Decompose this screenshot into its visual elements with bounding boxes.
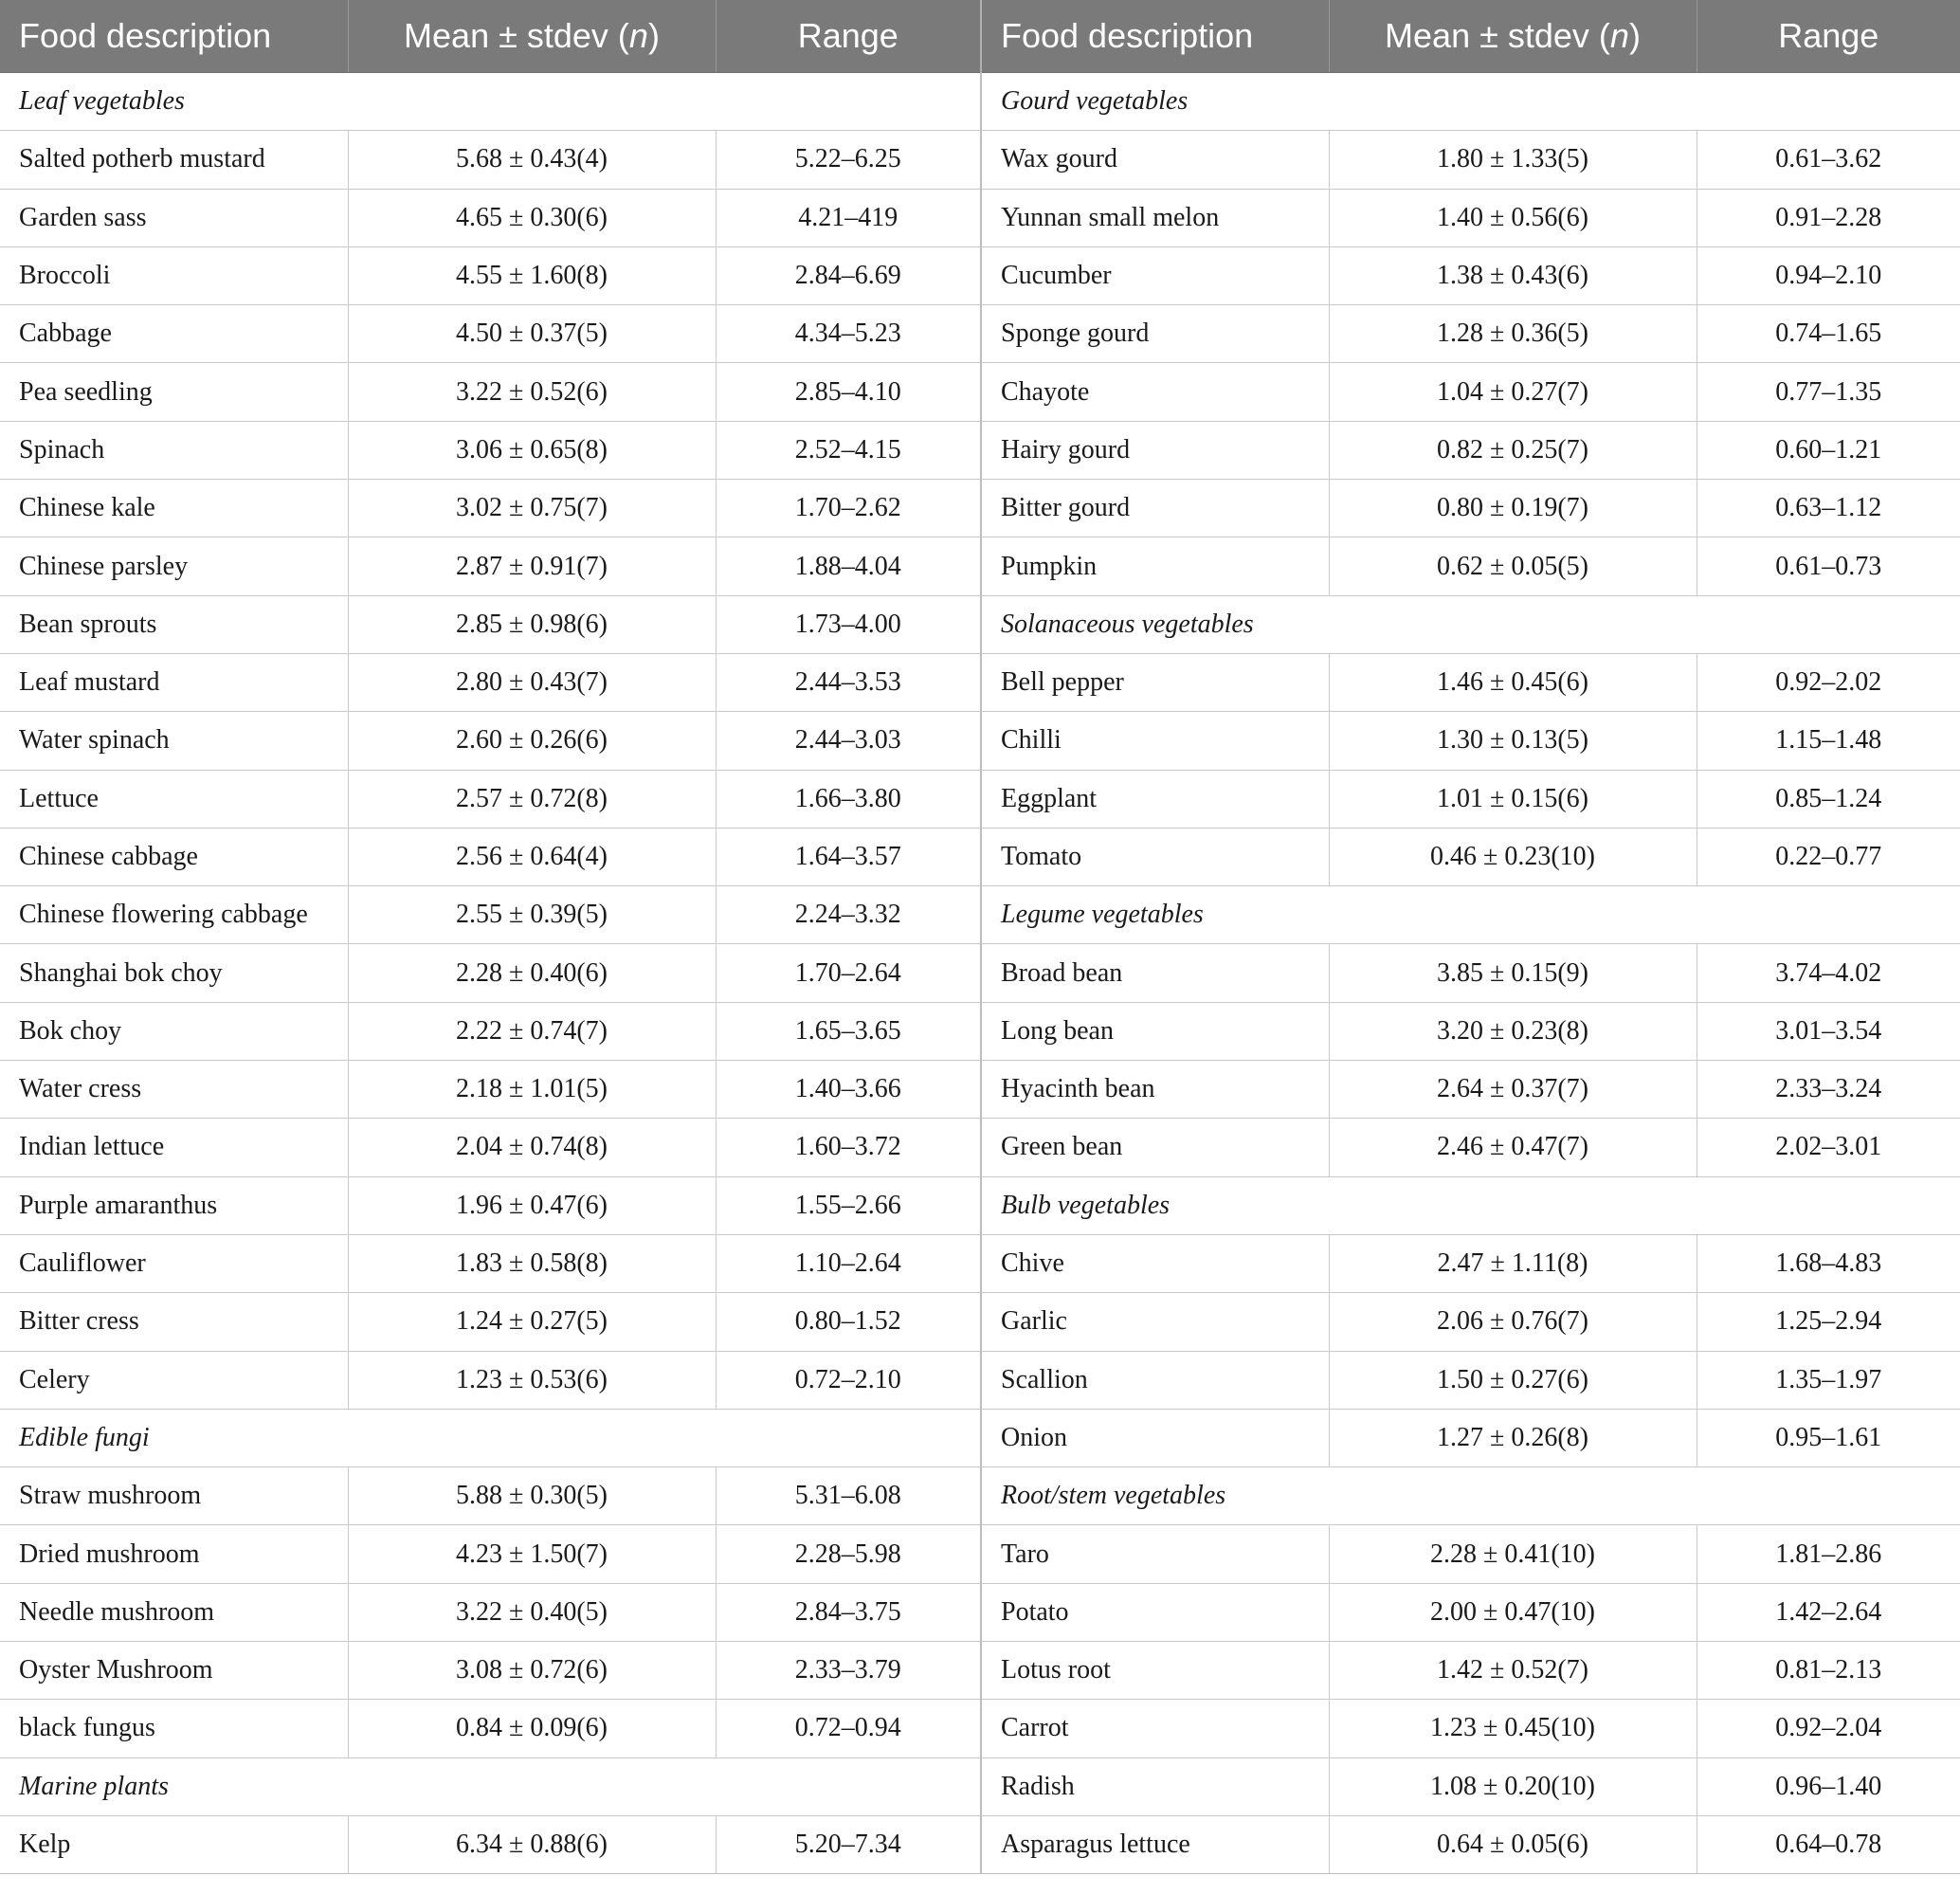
food-description-cell: Chinese flowering cabbage	[0, 886, 348, 944]
mean-stdev-cell: 5.88 ± 0.30(5)	[348, 1467, 716, 1525]
header-n-italic: n	[628, 16, 648, 55]
header-range-right: Range	[1697, 0, 1960, 73]
food-description-cell: Asparagus lettuce	[981, 1815, 1329, 1873]
food-description-cell: Bitter gourd	[981, 480, 1329, 537]
mean-stdev-cell: 3.22 ± 0.40(5)	[348, 1583, 716, 1641]
table-row	[0, 131, 1960, 189]
range-cell: 2.33–3.24	[1697, 1061, 1960, 1119]
food-description-cell: Tomato	[981, 828, 1329, 885]
food-description-cell: Leaf mustard	[0, 653, 348, 711]
mean-stdev-cell: 1.50 ± 0.27(6)	[1329, 1351, 1697, 1409]
mean-stdev-cell: 1.23 ± 0.53(6)	[348, 1351, 716, 1409]
category-heading: Solanaceous vegetables	[981, 595, 1960, 653]
header-food-description-left: Food description	[0, 0, 348, 73]
mean-stdev-cell: 2.85 ± 0.98(6)	[348, 595, 716, 653]
food-description-cell: black fungus	[0, 1700, 348, 1757]
range-cell: 0.92–2.02	[1697, 653, 1960, 711]
range-cell: 0.60–1.21	[1697, 421, 1960, 479]
food-description-cell: Straw mushroom	[0, 1467, 348, 1525]
mean-stdev-cell: 3.06 ± 0.65(8)	[348, 421, 716, 479]
food-description-cell: Shanghai bok choy	[0, 944, 348, 1002]
category-heading: Root/stem vegetables	[981, 1467, 1960, 1525]
food-description-cell: Lotus root	[981, 1642, 1329, 1700]
table-row	[0, 1700, 1960, 1757]
table-row	[0, 1815, 1960, 1873]
range-cell: 1.70–2.64	[716, 944, 981, 1002]
mean-stdev-cell: 1.42 ± 0.52(7)	[1329, 1642, 1697, 1700]
range-cell: 0.61–3.62	[1697, 131, 1960, 189]
table-row	[0, 595, 1960, 653]
table-header	[0, 0, 1960, 73]
food-description-cell: Bok choy	[0, 1002, 348, 1060]
food-description-cell: Garden sass	[0, 189, 348, 246]
mean-stdev-cell: 3.20 ± 0.23(8)	[1329, 1002, 1697, 1060]
mean-stdev-cell: 2.57 ± 0.72(8)	[348, 770, 716, 828]
table-row	[0, 73, 1960, 131]
mean-stdev-cell: 2.04 ± 0.74(8)	[348, 1119, 716, 1176]
header-mean-close: )	[1628, 16, 1641, 55]
mean-stdev-cell: 1.46 ± 0.45(6)	[1329, 653, 1697, 711]
header-mean-text: Mean ± stdev (	[1385, 16, 1610, 55]
range-cell: 5.20–7.34	[716, 1815, 981, 1873]
mean-stdev-cell: 0.64 ± 0.05(6)	[1329, 1815, 1697, 1873]
table-row	[0, 1293, 1960, 1351]
table-row	[0, 712, 1960, 770]
range-cell: 1.35–1.97	[1697, 1351, 1960, 1409]
table-row	[0, 770, 1960, 828]
mean-stdev-cell: 6.34 ± 0.88(6)	[348, 1815, 716, 1873]
range-cell: 2.33–3.79	[716, 1642, 981, 1700]
table-row	[0, 828, 1960, 885]
header-mean-stdev-right	[1329, 0, 1697, 73]
mean-stdev-cell: 3.85 ± 0.15(9)	[1329, 944, 1697, 1002]
mean-stdev-cell: 4.65 ± 0.30(6)	[348, 189, 716, 246]
food-description-cell: Carrot	[981, 1700, 1329, 1757]
food-description-cell: Cabbage	[0, 305, 348, 363]
range-cell: 2.28–5.98	[716, 1525, 981, 1583]
range-cell: 1.10–2.64	[716, 1234, 981, 1292]
food-description-cell: Cauliflower	[0, 1234, 348, 1292]
mean-stdev-cell: 2.18 ± 1.01(5)	[348, 1061, 716, 1119]
food-description-cell: Yunnan small melon	[981, 189, 1329, 246]
table-row	[0, 1119, 1960, 1176]
food-description-cell: Kelp	[0, 1815, 348, 1873]
table-row	[0, 305, 1960, 363]
mean-stdev-cell: 5.68 ± 0.43(4)	[348, 131, 716, 189]
mean-stdev-cell: 1.28 ± 0.36(5)	[1329, 305, 1697, 363]
range-cell: 0.77–1.35	[1697, 363, 1960, 421]
table-row	[0, 537, 1960, 595]
mean-stdev-cell: 1.23 ± 0.45(10)	[1329, 1700, 1697, 1757]
range-cell: 1.15–1.48	[1697, 712, 1960, 770]
mean-stdev-cell: 2.80 ± 0.43(7)	[348, 653, 716, 711]
mean-stdev-cell: 3.02 ± 0.75(7)	[348, 480, 716, 537]
food-description-cell: Salted potherb mustard	[0, 131, 348, 189]
mean-stdev-cell: 1.24 ± 0.27(5)	[348, 1293, 716, 1351]
range-cell: 1.81–2.86	[1697, 1525, 1960, 1583]
header-mean-text: Mean ± stdev (	[404, 16, 629, 55]
range-cell: 1.25–2.94	[1697, 1293, 1960, 1351]
mean-stdev-cell: 2.55 ± 0.39(5)	[348, 886, 716, 944]
range-cell: 3.74–4.02	[1697, 944, 1960, 1002]
range-cell: 2.52–4.15	[716, 421, 981, 479]
food-description-cell: Chinese parsley	[0, 537, 348, 595]
food-description-cell: Taro	[981, 1525, 1329, 1583]
food-description-cell: Bell pepper	[981, 653, 1329, 711]
mean-stdev-cell: 2.60 ± 0.26(6)	[348, 712, 716, 770]
mean-stdev-cell: 3.22 ± 0.52(6)	[348, 363, 716, 421]
header-food-description-right: Food description	[981, 0, 1329, 73]
range-cell: 2.85–4.10	[716, 363, 981, 421]
table-row	[0, 363, 1960, 421]
mean-stdev-cell: 2.22 ± 0.74(7)	[348, 1002, 716, 1060]
range-cell: 0.94–2.10	[1697, 246, 1960, 304]
mean-stdev-cell: 1.01 ± 0.15(6)	[1329, 770, 1697, 828]
category-heading: Gourd vegetables	[981, 73, 1960, 131]
mean-stdev-cell: 0.82 ± 0.25(7)	[1329, 421, 1697, 479]
range-cell: 4.34–5.23	[716, 305, 981, 363]
food-description-cell: Chayote	[981, 363, 1329, 421]
range-cell: 0.72–0.94	[716, 1700, 981, 1757]
mean-stdev-cell: 1.27 ± 0.26(8)	[1329, 1409, 1697, 1466]
food-description-cell: Green bean	[981, 1119, 1329, 1176]
mean-stdev-cell: 0.80 ± 0.19(7)	[1329, 480, 1697, 537]
range-cell: 0.61–0.73	[1697, 537, 1960, 595]
food-description-cell: Chinese kale	[0, 480, 348, 537]
mean-stdev-cell: 1.30 ± 0.13(5)	[1329, 712, 1697, 770]
range-cell: 1.68–4.83	[1697, 1234, 1960, 1292]
category-heading: Edible fungi	[0, 1409, 981, 1466]
food-description-cell: Potato	[981, 1583, 1329, 1641]
mean-stdev-cell: 2.46 ± 0.47(7)	[1329, 1119, 1697, 1176]
range-cell: 0.64–0.78	[1697, 1815, 1960, 1873]
mean-stdev-cell: 2.06 ± 0.76(7)	[1329, 1293, 1697, 1351]
range-cell: 5.22–6.25	[716, 131, 981, 189]
table-row	[0, 1061, 1960, 1119]
mean-stdev-cell: 2.47 ± 1.11(8)	[1329, 1234, 1697, 1292]
header-row	[0, 0, 1960, 73]
mean-stdev-cell: 3.08 ± 0.72(6)	[348, 1642, 716, 1700]
mean-stdev-cell: 1.08 ± 0.20(10)	[1329, 1757, 1697, 1815]
food-description-cell: Needle mushroom	[0, 1583, 348, 1641]
mean-stdev-cell: 2.56 ± 0.64(4)	[348, 828, 716, 885]
range-cell: 2.84–3.75	[716, 1583, 981, 1641]
table-row	[0, 1583, 1960, 1641]
mean-stdev-cell: 2.28 ± 0.41(10)	[1329, 1525, 1697, 1583]
category-heading: Marine plants	[0, 1757, 981, 1815]
range-cell: 1.70–2.62	[716, 480, 981, 537]
range-cell: 0.92–2.04	[1697, 1700, 1960, 1757]
mean-stdev-cell: 2.00 ± 0.47(10)	[1329, 1583, 1697, 1641]
table-row	[0, 1002, 1960, 1060]
food-description-cell: Cucumber	[981, 246, 1329, 304]
food-description-cell: Pumpkin	[981, 537, 1329, 595]
range-cell: 0.81–2.13	[1697, 1642, 1960, 1700]
mean-stdev-cell: 4.50 ± 0.37(5)	[348, 305, 716, 363]
mean-stdev-cell: 0.84 ± 0.09(6)	[348, 1700, 716, 1757]
food-description-cell: Oyster Mushroom	[0, 1642, 348, 1700]
range-cell: 3.01–3.54	[1697, 1002, 1960, 1060]
table-row	[0, 1234, 1960, 1292]
food-description-cell: Chilli	[981, 712, 1329, 770]
food-description-cell: Broad bean	[981, 944, 1329, 1002]
table-row	[0, 1176, 1960, 1234]
food-description-cell: Chive	[981, 1234, 1329, 1292]
range-cell: 1.40–3.66	[716, 1061, 981, 1119]
range-cell: 0.91–2.28	[1697, 189, 1960, 246]
range-cell: 0.80–1.52	[716, 1293, 981, 1351]
food-description-cell: Water cress	[0, 1061, 348, 1119]
food-description-cell: Long bean	[981, 1002, 1329, 1060]
range-cell: 1.88–4.04	[716, 537, 981, 595]
range-cell: 5.31–6.08	[716, 1467, 981, 1525]
mean-stdev-cell: 1.04 ± 0.27(7)	[1329, 363, 1697, 421]
range-cell: 1.55–2.66	[716, 1176, 981, 1234]
food-description-cell: Broccoli	[0, 246, 348, 304]
food-description-cell: Dried mushroom	[0, 1525, 348, 1583]
mean-stdev-cell: 4.23 ± 1.50(7)	[348, 1525, 716, 1583]
table-row	[0, 480, 1960, 537]
food-description-cell: Lettuce	[0, 770, 348, 828]
food-description-cell: Chinese cabbage	[0, 828, 348, 885]
category-heading: Bulb vegetables	[981, 1176, 1960, 1234]
range-cell: 2.84–6.69	[716, 246, 981, 304]
food-description-cell: Hyacinth bean	[981, 1061, 1329, 1119]
food-description-cell: Pea seedling	[0, 363, 348, 421]
table-row	[0, 189, 1960, 246]
mean-stdev-cell: 1.40 ± 0.56(6)	[1329, 189, 1697, 246]
range-cell: 2.02–3.01	[1697, 1119, 1960, 1176]
table-row	[0, 421, 1960, 479]
food-description-cell: Garlic	[981, 1293, 1329, 1351]
table-row	[0, 1467, 1960, 1525]
mean-stdev-cell: 0.62 ± 0.05(5)	[1329, 537, 1697, 595]
mean-stdev-cell: 4.55 ± 1.60(8)	[348, 246, 716, 304]
range-cell: 1.73–4.00	[716, 595, 981, 653]
food-description-cell: Hairy gourd	[981, 421, 1329, 479]
mean-stdev-cell: 2.64 ± 0.37(7)	[1329, 1061, 1697, 1119]
range-cell: 0.72–2.10	[716, 1351, 981, 1409]
table-row	[0, 246, 1960, 304]
range-cell: 0.95–1.61	[1697, 1409, 1960, 1466]
range-cell: 1.42–2.64	[1697, 1583, 1960, 1641]
header-n-italic: n	[1609, 16, 1629, 55]
mean-stdev-cell: 1.83 ± 0.58(8)	[348, 1234, 716, 1292]
range-cell: 1.60–3.72	[716, 1119, 981, 1176]
food-description-cell: Wax gourd	[981, 131, 1329, 189]
food-description-cell: Onion	[981, 1409, 1329, 1466]
category-heading: Leaf vegetables	[0, 73, 981, 131]
range-cell: 1.66–3.80	[716, 770, 981, 828]
food-description-cell: Water spinach	[0, 712, 348, 770]
table-row	[0, 886, 1960, 944]
header-mean-stdev-left	[348, 0, 716, 73]
food-description-cell: Bitter cress	[0, 1293, 348, 1351]
mean-stdev-cell: 1.96 ± 0.47(6)	[348, 1176, 716, 1234]
range-cell: 2.44–3.53	[716, 653, 981, 711]
range-cell: 2.24–3.32	[716, 886, 981, 944]
food-description-cell: Scallion	[981, 1351, 1329, 1409]
food-description-cell: Sponge gourd	[981, 305, 1329, 363]
table-row	[0, 653, 1960, 711]
table-row	[0, 1409, 1960, 1466]
food-description-cell: Purple amaranthus	[0, 1176, 348, 1234]
range-cell: 0.22–0.77	[1697, 828, 1960, 885]
range-cell: 0.74–1.65	[1697, 305, 1960, 363]
range-cell: 2.44–3.03	[716, 712, 981, 770]
range-cell: 0.96–1.40	[1697, 1757, 1960, 1815]
food-description-cell: Eggplant	[981, 770, 1329, 828]
table-row	[0, 1525, 1960, 1583]
mean-stdev-cell: 0.46 ± 0.23(10)	[1329, 828, 1697, 885]
table-row	[0, 944, 1960, 1002]
food-description-cell: Radish	[981, 1757, 1329, 1815]
range-cell: 4.21–419	[716, 189, 981, 246]
mean-stdev-cell: 2.28 ± 0.40(6)	[348, 944, 716, 1002]
table-body	[0, 73, 1960, 1874]
mean-stdev-cell: 1.80 ± 1.33(5)	[1329, 131, 1697, 189]
header-range-left: Range	[716, 0, 981, 73]
food-description-cell: Spinach	[0, 421, 348, 479]
range-cell: 1.65–3.65	[716, 1002, 981, 1060]
table-row	[0, 1351, 1960, 1409]
range-cell: 1.64–3.57	[716, 828, 981, 885]
category-heading: Legume vegetables	[981, 886, 1960, 944]
food-description-cell: Celery	[0, 1351, 348, 1409]
table-row	[0, 1642, 1960, 1700]
mean-stdev-cell: 2.87 ± 0.91(7)	[348, 537, 716, 595]
food-description-cell: Indian lettuce	[0, 1119, 348, 1176]
range-cell: 0.63–1.12	[1697, 480, 1960, 537]
header-mean-close: )	[647, 16, 660, 55]
food-description-cell: Bean sprouts	[0, 595, 348, 653]
mean-stdev-cell: 1.38 ± 0.43(6)	[1329, 246, 1697, 304]
range-cell: 0.85–1.24	[1697, 770, 1960, 828]
table-row	[0, 1757, 1960, 1815]
